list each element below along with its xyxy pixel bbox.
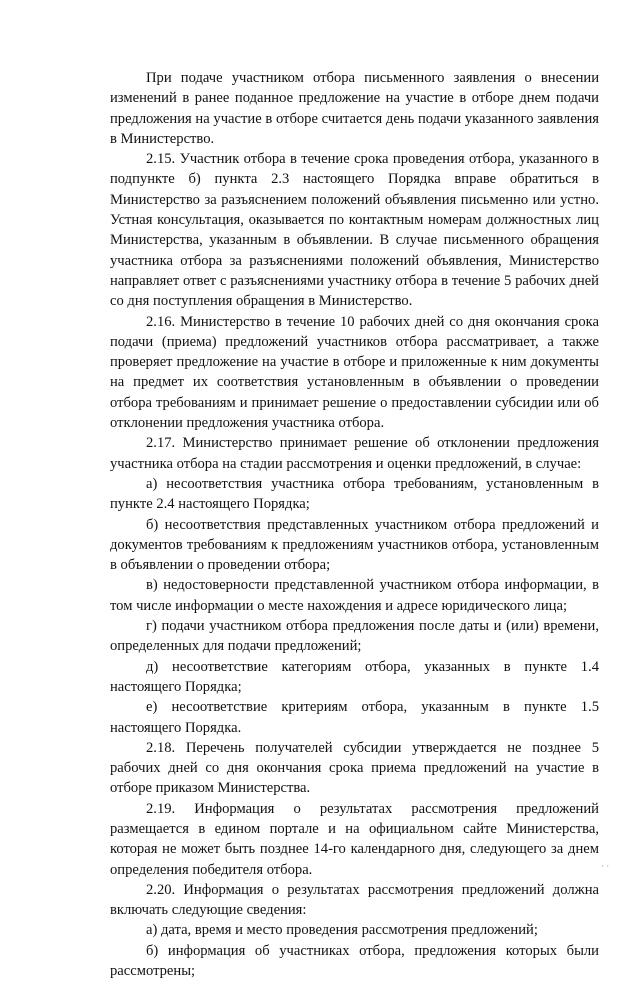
- paragraph-2-15: 2.15. Участник отбора в течение срока проведения отбора, указанного в подпункте б) пункта 2.3 настоящего Порядка вправе обратиться в Министерство за разъяснением положений объявления письменно или устно. Устная консультация, оказывается по контактным номерам должностных лиц Министерства, указанным в объявлении. В случае письменного обращения участника отбора за разъяснениями положений объявления, Министерство направляет ответ с разъяснениями участнику отбора в течение 5 рабочих дней со дня поступления обращения в Министерство.: [110, 151, 599, 310]
- page-corner-mark: · ·: [601, 861, 610, 871]
- list-item-2-17-d: д) несоответствие категориям отбора, указанных в пункте 1.4 настоящего Порядка;: [110, 658, 599, 695]
- paragraph-2-18: 2.18. Перечень получателей субсидии утверждается не позднее 5 рабочих дней со дня окончания срока приема предложений на участие в отборе приказом Министерства.: [110, 739, 599, 797]
- list-item-2-20-a: а) дата, время и место проведения рассмотрения предложений;: [146, 922, 538, 939]
- paragraph-2-19: 2.19. Информация о результатах рассмотрения предложений размещается в едином портале и на официальном сайте Министерства, которая не может быть позднее 14-го календарного дня, следующего за днем определения победителя отбора.: [110, 800, 599, 878]
- paragraph-2-17: 2.17. Министерство принимает решение об отклонении предложения участника отбора на стадии рассмотрения и оценки предложений, в случае:: [110, 435, 599, 472]
- list-item-2-17-b: б) несоответствия представленных участником отбора предложений и документов требованиям к предложениям участников отбора, установленным в объявлении о проведении отбора;: [110, 516, 599, 574]
- document-body: [110, 68, 599, 981]
- list-item-2-17-v: в) недостоверности представленной участником отбора информации, в том числе информации о месте нахождения и адресе юридического лица;: [110, 577, 599, 614]
- paragraph-intro: При подаче участником отбора письменного заявления о внесении изменений в ранее поданное предложение на участие в отборе днем подачи предложения на участие в отборе считается день подачи указанного заявления в Министерство.: [110, 70, 599, 147]
- paragraph-2-16: 2.16. Министерство в течение 10 рабочих дней со дня окончания срока подачи (приема) предложений участников отбора рассматривает, а также проверяет предложение на участие в отборе и приложенные к ним документы на предмет их соответствия установленным в объявлении о проведении отбора требованиям и принимает решение о предоставлении субсидии или об отклонении предложения участника отбора.: [110, 313, 599, 432]
- list-item-2-17-e: е) несоответствие критериям отбора, указанным в пункте 1.5 настоящего Порядка.: [110, 699, 599, 736]
- list-item-2-17-a: а) несоответствия участника отбора требованиям, установленным в пункте 2.4 настоящего Порядка;: [110, 475, 599, 513]
- list-item-2-20-b: б) информация об участниках отбора, предложения которых были рассмотрены;: [110, 942, 599, 980]
- paragraph-2-20: 2.20. Информация о результатах рассмотрения предложений должна включать следующие сведения:: [110, 881, 599, 919]
- list-item-2-17-g: г) подачи участником отбора предложения после даты и (или) времени, определенных для подачи предложений;: [110, 618, 599, 655]
